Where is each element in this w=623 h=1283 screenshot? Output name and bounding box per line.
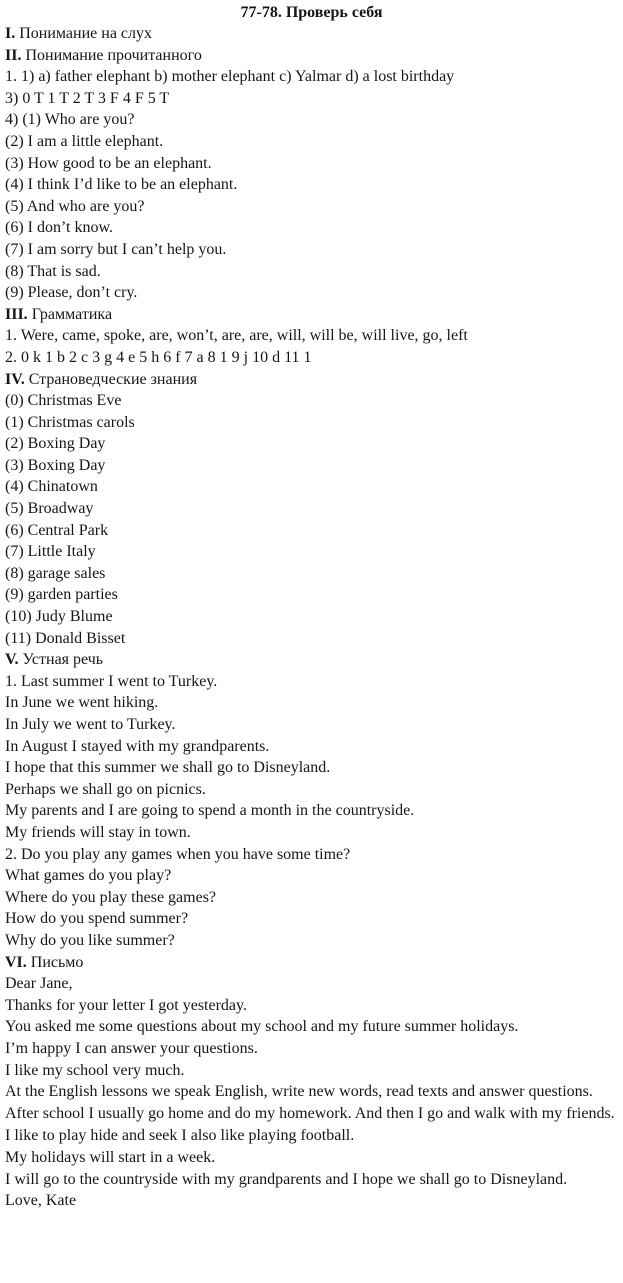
- answer-line: I hope that this summer we shall go to Disneyland.: [5, 759, 331, 777]
- answer-line: (0) Christmas Eve: [5, 392, 122, 410]
- section-heading: [5, 45, 619, 67]
- letter-line: After school I usually go home and do my homework. And then I go and walk with my friends.: [5, 1105, 615, 1123]
- section-heading: [5, 304, 619, 326]
- answer-line: (1) Christmas carols: [5, 413, 135, 431]
- letter-line: I’m happy I can answer your questions.: [5, 1039, 258, 1057]
- answer-line: (5) Broadway: [5, 500, 94, 518]
- section-label: Грамматика: [31, 305, 113, 323]
- letter-body: [5, 1016, 619, 1212]
- section-label: Письмо: [30, 953, 84, 971]
- answer-line: (6) Central Park: [5, 521, 109, 539]
- answer-line: (5) And who are you?: [5, 197, 145, 215]
- answer-line: My parents and I are going to spend a month in the countryside.: [5, 802, 415, 820]
- answer-line: 1. 1) a) father elephant b) mother elephant c) Yalmar d) a lost birthday: [5, 68, 455, 86]
- answer-line: 3) 0 T 1 T 2 T 3 F 4 F 5 T: [5, 89, 170, 107]
- answer-line: (8) That is sad.: [5, 262, 101, 280]
- answer-line: (9) Please, don’t cry.: [5, 284, 138, 302]
- section-heading: [5, 23, 619, 45]
- answer-line: In June we went hiking.: [5, 694, 159, 712]
- answer-line: (6) I don’t know.: [5, 219, 113, 237]
- answer-line: 1. Last summer I went to Turkey.: [5, 672, 218, 690]
- answer-line: 1. Were, came, spoke, are, won’t, are, are, will, will be, will live, go, left: [5, 327, 468, 345]
- section-heading: [5, 952, 619, 974]
- answer-line: What games do you play?: [5, 867, 172, 885]
- answer-line: (2) I am a little elephant.: [5, 132, 164, 150]
- letter-line: At the English lessons we speak English, write new words, read texts and answer questions.: [5, 1083, 593, 1101]
- answer-line: How do you spend summer?: [5, 910, 189, 928]
- letter-line: I will go to the countryside with my grandparents and I hope we shall go to Disneyland.: [5, 1170, 568, 1188]
- answer-line: 2. Do you play any games when you have some time?: [5, 845, 351, 863]
- answer-line: (9) garden parties: [5, 586, 118, 604]
- answer-line: (8) garage sales: [5, 564, 106, 582]
- answer-line: 2. 0 k 1 b 2 c 3 g 4 e 5 h 6 f 7 a 8 1 9 j 10 d 11 1: [5, 348, 312, 366]
- section-number: III.: [5, 305, 28, 323]
- section-number: VI.: [5, 953, 27, 971]
- answer-line: (3) Boxing Day: [5, 456, 106, 474]
- letter-line: I like to play hide and seek I also like playing football.: [5, 1126, 355, 1144]
- section-label: Устная речь: [22, 651, 104, 669]
- section-label: Страноведческие знания: [28, 370, 198, 388]
- answer-lines: [5, 23, 619, 1016]
- answer-line: In July we went to Turkey.: [5, 716, 176, 733]
- letter-line: Thanks for your letter I got yesterday.: [5, 996, 247, 1014]
- answer-line: 4) (1) Who are you?: [5, 111, 135, 129]
- section-label: Понимание прочитанного: [25, 46, 202, 64]
- answer-line: (4) Chinatown: [5, 478, 98, 496]
- letter-line: You asked me some questions about my school and my future summer holidays.: [5, 1018, 519, 1035]
- section-number: V.: [5, 651, 19, 669]
- answer-line: (11) Donald Bisset: [5, 629, 126, 647]
- answer-line: In August I stayed with my grandparents.: [5, 737, 270, 755]
- answer-line: Perhaps we shall go on picnics.: [5, 780, 206, 798]
- section-heading: [5, 369, 619, 391]
- answer-line: Where do you play these games?: [5, 888, 217, 906]
- section-heading: [5, 649, 619, 671]
- page-title: 77-78. Проверь себя: [240, 4, 383, 21]
- section-number: II.: [5, 46, 22, 64]
- answer-line: My friends will stay in town.: [5, 823, 191, 841]
- letter-line: My holidays will start in a week.: [5, 1148, 216, 1166]
- answer-line: (2) Boxing Day: [5, 435, 106, 453]
- section-number: IV.: [5, 370, 25, 388]
- answer-line: (7) I am sorry but I can’t help you.: [5, 240, 227, 258]
- answer-line: Why do you like summer?: [5, 931, 175, 949]
- letter-greeting: Dear Jane,: [5, 975, 73, 993]
- letter-line: I like my school very much.: [5, 1061, 185, 1079]
- answer-line: (3) How good to be an elephant.: [5, 154, 212, 172]
- answer-line: (10) Judy Blume: [5, 608, 113, 626]
- answer-line: (7) Little Italy: [5, 543, 96, 561]
- answer-line: (4) I think I’d like to be an elephant.: [5, 176, 238, 194]
- section-label: Понимание на слух: [19, 25, 153, 42]
- letter-signature: Love, Kate: [5, 1192, 77, 1210]
- section-number: I.: [5, 25, 16, 42]
